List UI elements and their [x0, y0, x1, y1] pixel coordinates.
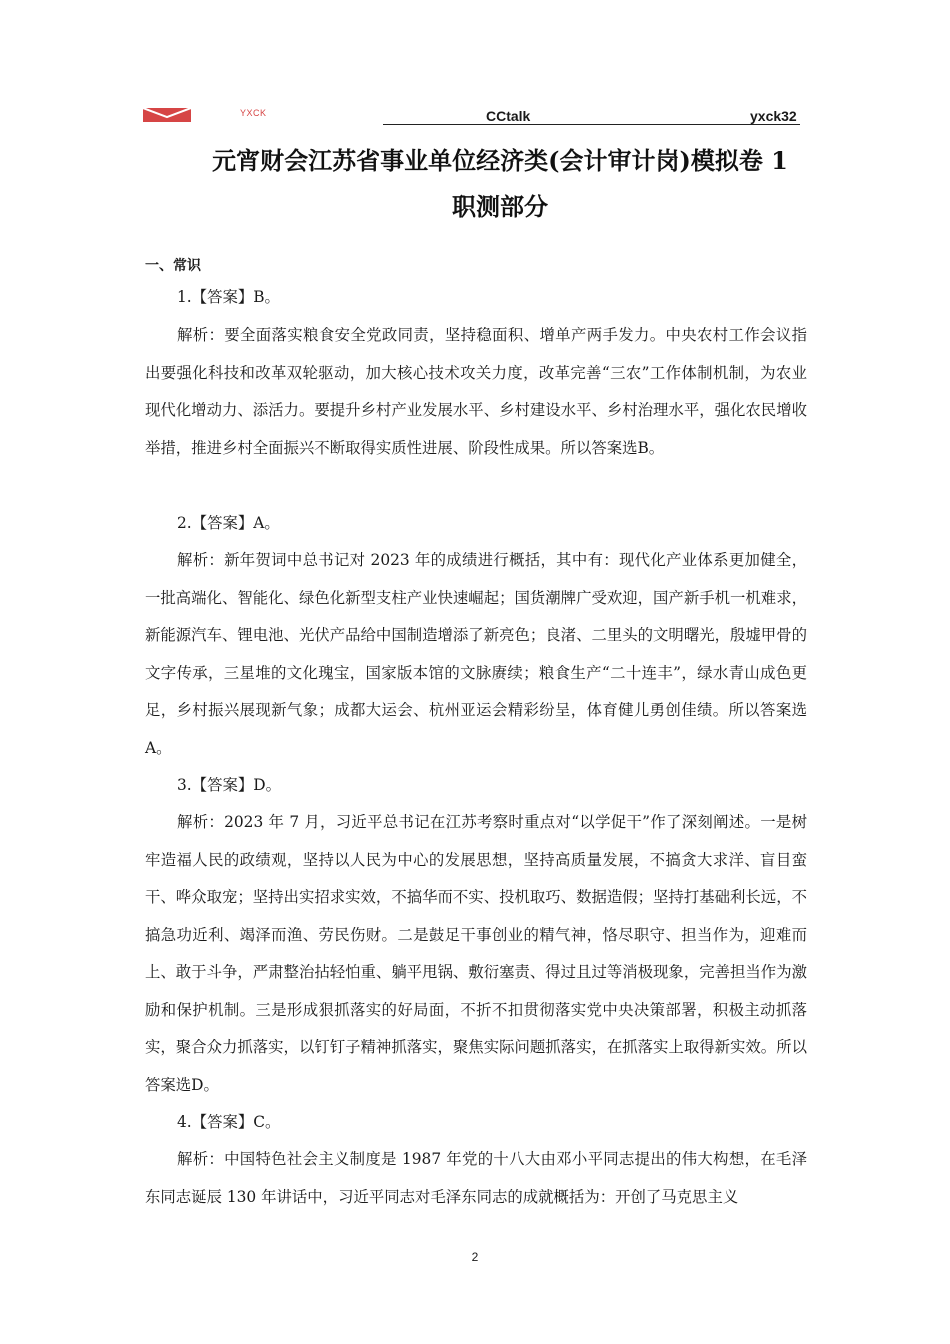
page-number: 2 [471, 1250, 479, 1264]
document-title: 元宵财会江苏省事业单位经济类(会计审计岗)模拟卷 1 [212, 146, 788, 175]
header-center-text: CCtalk [486, 108, 531, 124]
section-heading: 一、常识 [145, 258, 201, 274]
answer-4: 4.【答案】C。 [177, 1113, 281, 1131]
document-subtitle: 职测部分 [452, 192, 548, 221]
answer-1: 1.【答案】B。 [177, 288, 280, 306]
answer-2: 2.【答案】A。 [177, 514, 280, 532]
header-right-text: yxck32 [750, 108, 797, 124]
analysis-1: 解析：要全面落实粮食安全党政同责，坚持稳面积、增单产两手发力。中央农村工作会议指出要强化科技和改革双轮驱动，加大核心技术攻关力度，改革完善“三农”工作体制机制，为农业现代化增动力、添活力。要提升乡村产业发展水平、乡村建设水平、乡村治理水平，强化农民增收举措，推进乡村全面振兴不断取得实质性进展、阶段性成果。所以答案选B。 [145, 326, 807, 457]
analysis-3: 解析：2023 年 7 月，习近平总书记在江苏考察时重点对“以学促干”作了深刻阐述。一是树牢造福人民的政绩观，坚持以人民为中心的发展思想，坚持高质量发展，不搞贪大求洋、盲目蛮干、哗众取宠；坚持出实招求实效，不搞华而不实、投机取巧、数据造假；坚持打基础利长远，不搞急功近利、竭泽而渔、劳民伤财。二是鼓足干事创业的精气神，恪尽职守、担当作为，迎难而上、敢于斗争，严肃整治拈轻怕重、躺平甩锅、敷衍塞责、得过且过等消极现象，完善担当作为激励和保护机制。三是形成狠抓落实的好局面，不折不扣贯彻落实党中央决策部署，积极主动抓落实，聚合众力抓落实，以钉钉子精神抓落实，聚焦实际问题抓落实，在抓落实上取得新实效。所以答案选D。 [145, 813, 807, 1094]
header-rule [383, 124, 800, 125]
logo-text: YXCK [240, 108, 267, 118]
logo-icon [143, 108, 191, 122]
analysis-4: 解析：中国特色社会主义制度是 1987 年党的十八大由邓小平同志提出的伟大构想，在毛泽东同志诞辰 130 年讲话中，习近平同志对毛泽东同志的成就概括为：开创了马克思主义 [145, 1150, 807, 1206]
answer-3: 3.【答案】D。 [177, 776, 281, 794]
analysis-2: 解析：新年贺词中总书记对 2023 年的成绩进行概括，其中有：现代化产业体系更加健全，一批高端化、智能化、绿色化新型支柱产业快速崛起；国货潮牌广受欢迎，国产新手机一机难求，新能源汽车、锂电池、光伏产品给中国制造增添了新亮色；良渚、二里头的文明曙光，殷墟甲骨的文字传承，三星堆的文化瑰宝，国家版本馆的文脉赓续；粮食生产“二十连丰”，绿水青山成色更足，乡村振兴展现新气象；成都大运会、杭州亚运会精彩纷呈，体育健儿勇创佳绩。所以答案选A。 [145, 551, 807, 757]
